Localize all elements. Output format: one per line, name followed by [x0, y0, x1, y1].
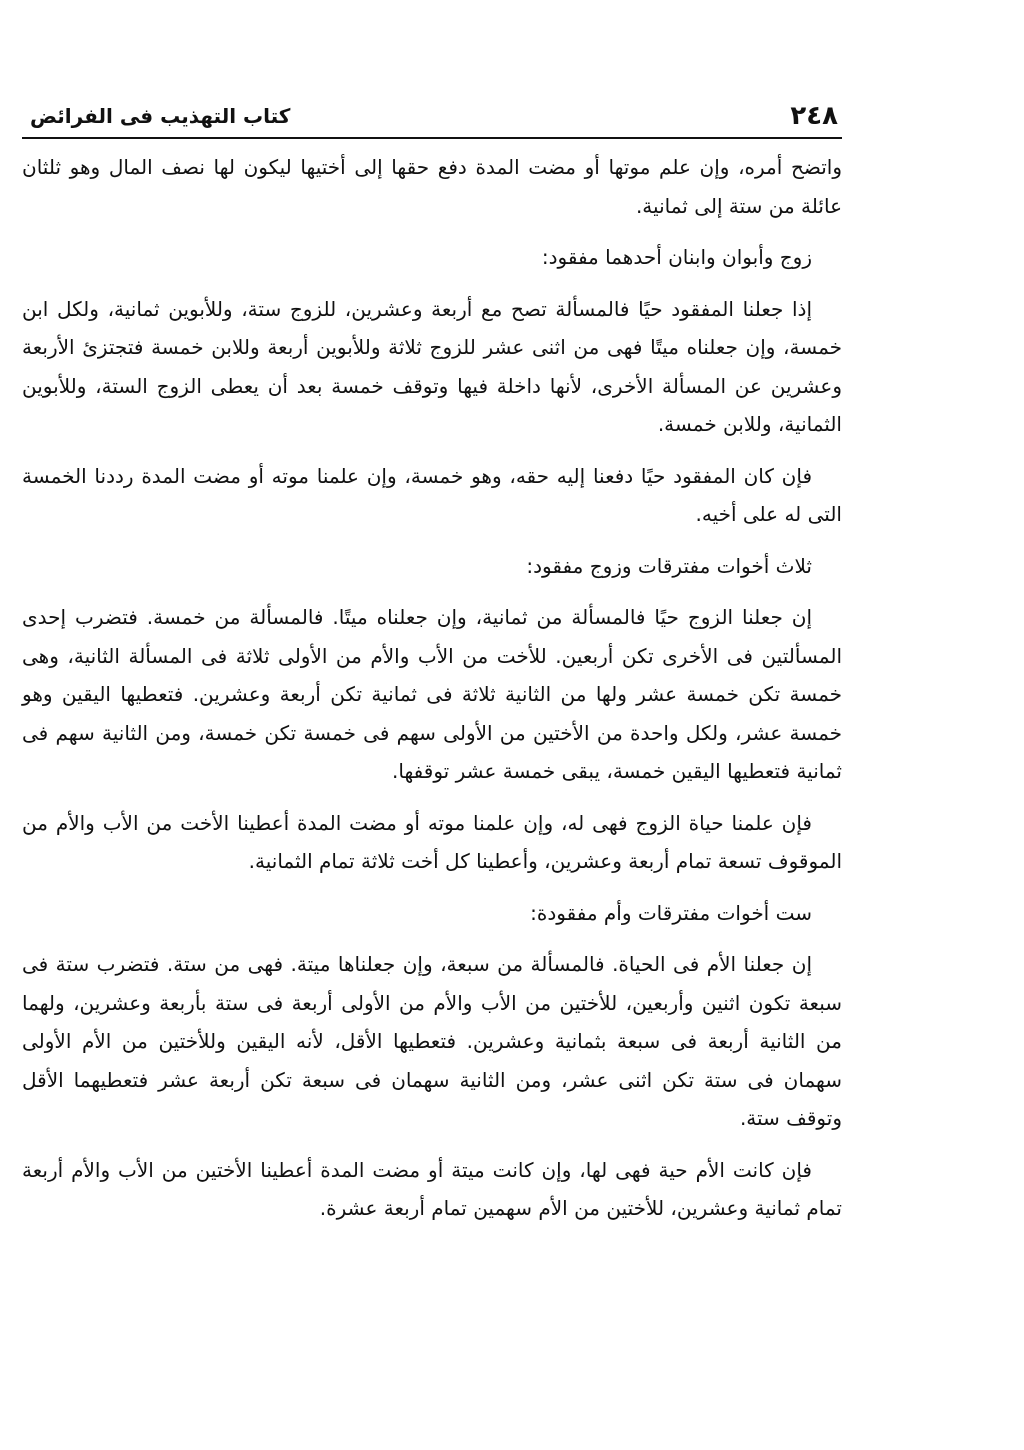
header-rule — [22, 137, 842, 139]
page-header — [22, 95, 842, 131]
paragraph: فإن علمنا حياة الزوج فهى له، وإن علمنا موته أو مضت المدة أعطينا الأخت من الأب والأم من الموقوف تسعة تمام أربعة وعشرين، وأعطينا كل أخت ثلاثة تمام الثمانية. — [22, 810, 842, 873]
running-title: كتاب التهذيب فى الفرائض — [30, 104, 291, 128]
body-text — [22, 148, 842, 1241]
section-heading: زوج وأبوان وابنان أحدهما مفقود: — [541, 245, 812, 269]
paragraph: فإن كان المفقود حيًا دفعنا إليه حقه، وهو خمسة، وإن علمنا موته أو مضت المدة رددنا الخمسة التى له على أخيه. — [22, 463, 842, 526]
paragraph: إن جعلنا الأم فى الحياة. فالمسألة من سبعة، وإن جعلناها ميتة. فهى من ستة. فتضرب ستة فى سبعة تكون اثنين وأربعين، للأختين من الأب والأم من الأولى أربعة فى ستة بأربعة وعشرين، ولهما من الثانية أربعة فى سبعة بثمانية وعشرين. فتعطيها الأقل، لأنه اليقين وللأختين من الأم الأولى سهمان فى ستة تكن اثنى عشر، ومن الثانية سهمان فى سبعة تكن أربعة عشر فتعطيهما الأقل وتوقف ستة. — [22, 952, 842, 1130]
section-heading: ثلاث أخوات مفترقات وزوج مفقود: — [526, 553, 812, 578]
paragraph: فإن كانت الأم حية فهى لها، وإن كانت ميتة أو مضت المدة أعطينا الأختين من الأب والأم أربعة تمام ثمانية وعشرين، للأختين من الأم سهمين تمام أربعة عشرة. — [22, 1157, 842, 1220]
page-number: ٢٤٨ — [790, 101, 838, 131]
section-heading: ست أخوات مفترقات وأم مفقودة: — [530, 900, 812, 925]
paragraph: إذا جعلنا المفقود حيًا فالمسألة تصح مع أربعة وعشرين، للزوج ستة، وللأبوين ثمانية، ولكل ابن خمسة، وإن جعلناه ميتًا فهى من اثنى عشر للزوج ثلاثة وللأبوين أربعة وللابن خمسة فتجتزئ الأربعة وعشرين عن المسألة الأخرى، لأنها داخلة فيها وتوقف خمسة بعد أن يعطى الزوج الستة، وللأبوين الثمانية، وللابن خمسة. — [22, 296, 842, 436]
paragraph: إن جعلنا الزوج حيًا فالمسألة من ثمانية، وإن جعلناه ميتًا. فالمسألة من خمسة. فتضرب إحدى المسألتين فى الأخرى تكن أربعين. للأخت من الأب والأم من الأولى ثلاثة فى المسألة الثانية، وهى خمسة تكن خمسة عشر ولها من الثانية ثلاثة فى ثمانية تكن أربعة وعشرين. فتعطيها اليقين وهو خمسة عشر، ولكل واحدة من الأختين من الأولى سهم فى خمسة تكن خمسة، ومن الثانية سهم فى ثمانية فتعطيها اليقين خمسة، يبقى خمسة عشر توقفها. — [22, 605, 842, 783]
paragraph: واتضح أمره، وإن علم موتها أو مضت المدة دفع حقها إلى أختيها ليكون لها نصف المال وهو ثلثان عائلة من ستة إلى ثمانية. — [22, 155, 842, 218]
document-page — [22, 0, 842, 1450]
